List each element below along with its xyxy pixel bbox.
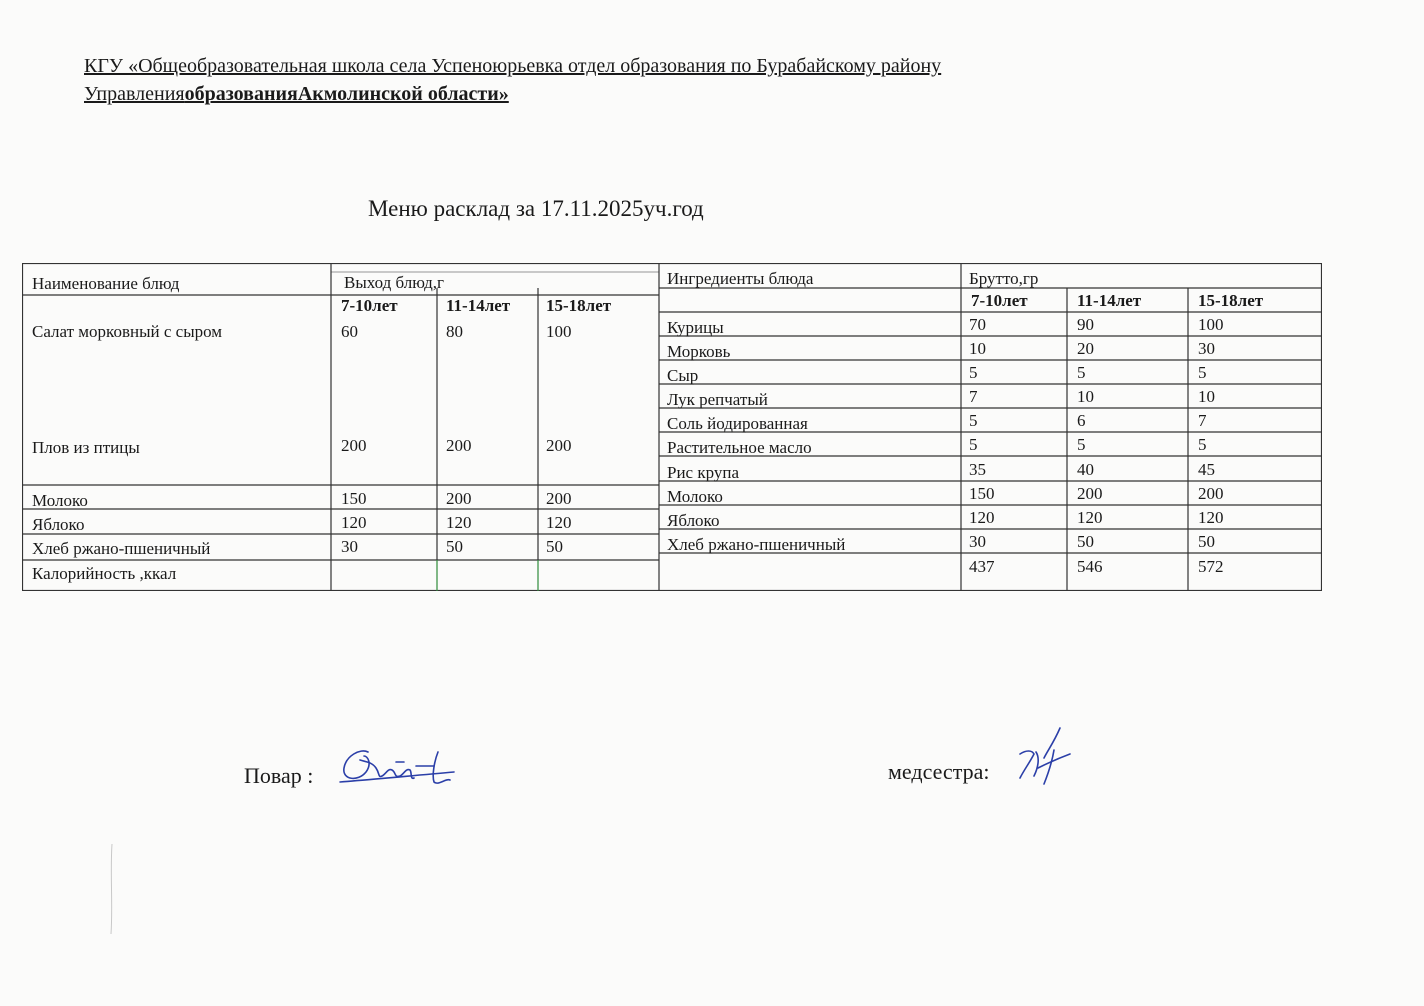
scan-mark bbox=[108, 844, 116, 934]
ingredient-brutto: 50 bbox=[1077, 532, 1094, 551]
menu-table bbox=[22, 263, 1322, 591]
ingredient-name: Рис крупа bbox=[667, 463, 740, 482]
ingredient-brutto: 120 bbox=[969, 508, 995, 527]
dish-yield: 30 bbox=[341, 537, 358, 556]
dish-yield: 100 bbox=[546, 322, 572, 341]
dish-name: Молоко bbox=[32, 491, 88, 510]
dish-yield: 200 bbox=[546, 489, 572, 508]
ingredient-name: Яблоко bbox=[667, 511, 720, 530]
ingredient-brutto: 30 bbox=[969, 532, 986, 551]
ingredient-brutto: 5 bbox=[969, 411, 978, 430]
ingredient-brutto: 5 bbox=[1198, 363, 1207, 382]
ingredient-name: Сыр bbox=[667, 366, 699, 385]
dish-name: Салат морковный с сыром bbox=[32, 322, 223, 341]
header-ingredients: Ингредиенты блюда bbox=[667, 269, 814, 288]
calories-value: 546 bbox=[1077, 557, 1103, 576]
brutto-age-7-10: 7-10лет bbox=[971, 291, 1028, 310]
ingredient-brutto: 5 bbox=[969, 435, 978, 454]
header-line-1: КГУ «Общеобразовательная школа села Успеноюрьевка отдел образования по Бурабайскому району bbox=[84, 55, 942, 77]
ingredient-brutto: 100 bbox=[1198, 315, 1224, 334]
dish-yield: 120 bbox=[341, 513, 367, 532]
ingredient-brutto: 5 bbox=[969, 363, 978, 382]
nurse-signature bbox=[1014, 724, 1074, 788]
header-dish-name: Наименование блюд bbox=[32, 274, 180, 293]
ingredient-brutto: 30 bbox=[1198, 339, 1215, 358]
dish-name: Плов из птицы bbox=[32, 438, 140, 457]
brutto-age-15-18: 15-18лет bbox=[1198, 291, 1264, 310]
header-yield: Выход блюд,г bbox=[344, 273, 444, 292]
header-brutto: Брутто,гр bbox=[969, 269, 1039, 288]
ingredient-name: Курицы bbox=[667, 318, 724, 337]
calories-value: 437 bbox=[969, 557, 995, 576]
dish-yield: 50 bbox=[446, 537, 463, 556]
dish-yield: 200 bbox=[446, 436, 472, 455]
ingredient-brutto: 70 bbox=[969, 315, 986, 334]
ingredient-brutto: 10 bbox=[1198, 387, 1215, 406]
ingredient-brutto: 7 bbox=[1198, 411, 1207, 430]
dish-name: Хлеб ржано-пшеничный bbox=[32, 539, 211, 558]
ingredient-brutto: 5 bbox=[1198, 435, 1207, 454]
ingredient-brutto: 6 bbox=[1077, 411, 1086, 430]
cook-signature bbox=[338, 742, 458, 792]
ingredient-name: Лук репчатый bbox=[667, 390, 768, 409]
ingredient-brutto: 200 bbox=[1198, 484, 1224, 503]
dish-yield: 150 bbox=[341, 489, 367, 508]
ingredient-brutto: 5 bbox=[1077, 363, 1086, 382]
dish-yield: 60 bbox=[341, 322, 358, 341]
dish-yield: 120 bbox=[446, 513, 472, 532]
cook-label: Повар : bbox=[244, 763, 314, 788]
dish-yield: 50 bbox=[546, 537, 563, 556]
calories-value: 572 bbox=[1198, 557, 1224, 576]
yield-age-15-18: 15-18лет bbox=[546, 296, 612, 315]
ingredient-brutto: 150 bbox=[969, 484, 995, 503]
ingredient-brutto: 90 bbox=[1077, 315, 1094, 334]
ingredient-brutto: 10 bbox=[969, 339, 986, 358]
header-line-2b: образованияАкмолинской области» bbox=[184, 83, 509, 105]
ingredient-name: Хлеб ржано-пшеничный bbox=[667, 535, 846, 554]
ingredient-brutto: 200 bbox=[1077, 484, 1103, 503]
nurse-label: медсестра: bbox=[888, 759, 990, 784]
header-line-2a: Управления bbox=[84, 83, 185, 105]
dish-yield: 200 bbox=[446, 489, 472, 508]
calories-label: Калорийность ,ккал bbox=[32, 564, 177, 583]
dish-yield: 200 bbox=[341, 436, 367, 455]
ingredient-name: Молоко bbox=[667, 487, 723, 506]
ingredient-brutto: 120 bbox=[1198, 508, 1224, 527]
ingredient-brutto: 40 bbox=[1077, 460, 1094, 479]
ingredient-name: Морковь bbox=[667, 342, 731, 361]
dish-yield: 120 bbox=[546, 513, 572, 532]
brutto-age-11-14: 11-14лет bbox=[1077, 291, 1142, 310]
yield-age-7-10: 7-10лет bbox=[341, 296, 398, 315]
yield-age-11-14: 11-14лет bbox=[446, 296, 511, 315]
ingredient-brutto: 50 bbox=[1198, 532, 1215, 551]
ingredient-brutto: 10 bbox=[1077, 387, 1094, 406]
ingredient-brutto: 120 bbox=[1077, 508, 1103, 527]
ingredient-brutto: 20 bbox=[1077, 339, 1094, 358]
ingredient-name: Соль йодированная bbox=[667, 414, 808, 433]
ingredient-brutto: 35 bbox=[969, 460, 986, 479]
ingredient-brutto: 45 bbox=[1198, 460, 1215, 479]
menu-title: Меню расклад за 17.11.2025уч.год bbox=[368, 196, 704, 221]
dish-yield: 200 bbox=[546, 436, 572, 455]
school-header bbox=[84, 52, 941, 108]
ingredient-brutto: 5 bbox=[1077, 435, 1086, 454]
ingredient-brutto: 7 bbox=[969, 387, 978, 406]
dish-name: Яблоко bbox=[32, 515, 85, 534]
dish-yield: 80 bbox=[446, 322, 463, 341]
ingredient-name: Растительное масло bbox=[667, 438, 812, 457]
